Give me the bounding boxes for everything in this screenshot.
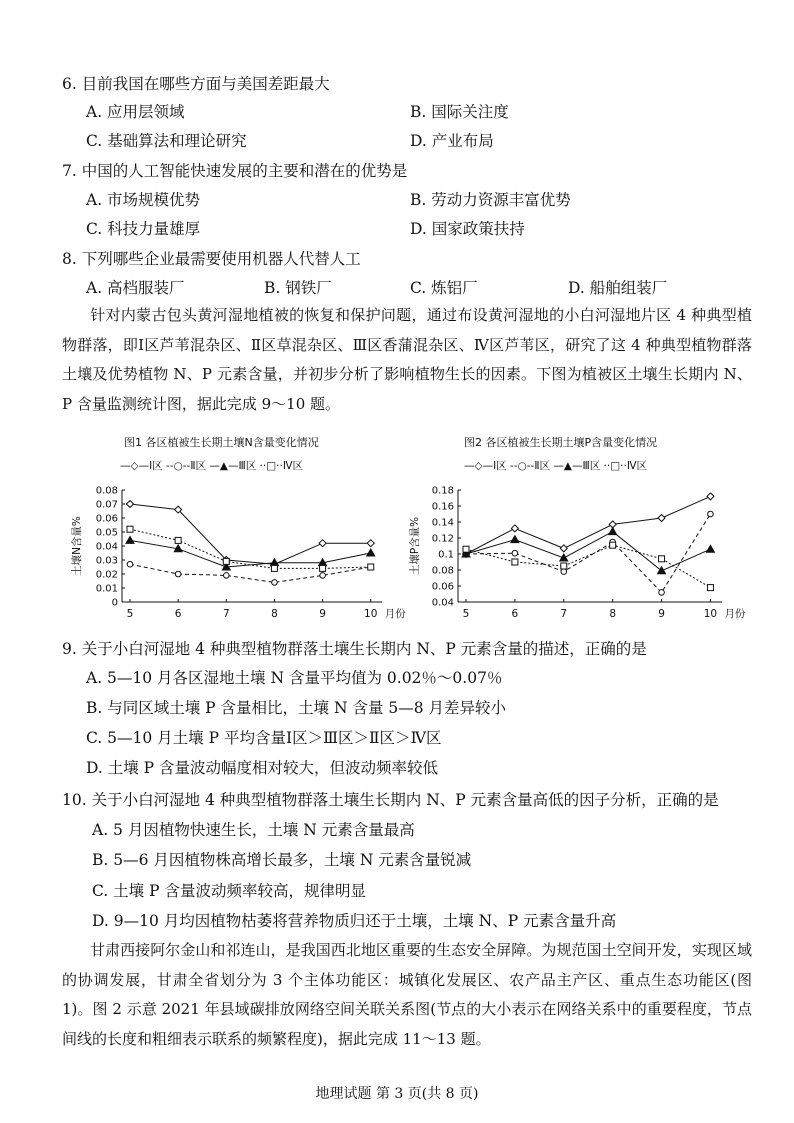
chart2-series-3-point	[560, 554, 568, 561]
intro-paragraph-1	[62, 301, 752, 419]
q8-option-d: D. 船舶组装厂	[568, 279, 668, 297]
chart1-y-tick-label: 0.02	[95, 569, 118, 581]
chart2-legend-sample-4: ··□··	[603, 460, 627, 472]
chart1-series-4-point	[127, 526, 133, 532]
chart2-series-3-point	[609, 528, 617, 535]
chart2-series-4-point	[659, 556, 665, 562]
q6-option-a: A. 应用层领域	[86, 103, 185, 121]
chart1-series-3-point	[367, 549, 375, 556]
chart2-x-tick-label: 5	[462, 608, 470, 620]
chart1-x-tick-label: 10	[364, 608, 378, 620]
chart1-legend-sample-2: --○--	[166, 460, 191, 472]
q6-option-b: B. 国际关注度	[410, 103, 509, 121]
chart1-y-tick-label: 0	[111, 597, 118, 609]
chart1-y-tick-label: 0.06	[95, 513, 118, 525]
q9-option-d: D. 土壤 P 含量波动幅度相对较大，但波动频率较低	[86, 759, 439, 777]
chart2-y-tick-label: 0.06	[431, 581, 454, 593]
q7-option-b: B. 劳动力资源丰富优势	[410, 191, 571, 209]
chart1-y-label: 土壤N含量%	[71, 516, 83, 576]
chart2-series-3-point	[706, 545, 714, 552]
chart2-series-2-point	[561, 569, 567, 575]
chart2-series-line-4	[466, 545, 710, 587]
q7-stem: 7. 中国的人工智能快速发展的主要和潜在的优势是	[62, 162, 408, 180]
chart2-series-4-point	[512, 559, 518, 565]
q9-option-b: B. 与同区域土壤 P 含量相比，土壤 N 含量 5—8 月差异较小	[86, 699, 507, 717]
chart2-series-4-point	[610, 542, 616, 548]
chart2-series-3-point	[511, 536, 519, 543]
intro-paragraph-1-text: 针对内蒙古包头黄河湿地植被的恢复和保护问题，通过布设黄河湿地的小白河湿地片区 4 种典型植物群落，即Ⅰ区芦苇混杂区、Ⅱ区草混杂区、Ⅲ区香蒲混杂区、Ⅳ区芦苇区，研究了这 4 种典型植物群落土壤及优势植物 N、P 元素含量，并初步分析了影响植物生长的因素。下图为植被区土壤生长期内 N、P 含量监测统计图，据此完成 9～10 题。	[62, 306, 752, 413]
q8-option-c: C. 炼铝厂	[410, 279, 478, 297]
q6-option-d: D. 产业布局	[410, 132, 494, 150]
chart1-x-tick-label: 9	[319, 608, 326, 620]
chart1-series-4-point	[271, 565, 277, 571]
chart2-legend-label-4: Ⅳ区	[626, 460, 648, 472]
chart-soil-p	[408, 480, 748, 630]
chart1-series-4-point	[175, 537, 181, 543]
chart1-y-tick-label: 0.08	[95, 485, 118, 497]
chart2-y-label: 土壤P含量%	[409, 516, 421, 576]
chart1-x-tick-label: 5	[126, 608, 134, 620]
chart2-series-2-point	[659, 590, 665, 596]
q8-stem: 8. 下列哪些企业最需要使用机器人代替人工	[62, 250, 361, 268]
chart1-legend-label-2: Ⅱ区	[190, 460, 207, 472]
chart2-series-1-point	[707, 493, 714, 500]
q6-stem: 6. 目前我国在哪些方面与美国差距最大	[62, 75, 330, 93]
chart1-series-line-3	[130, 540, 371, 567]
q7-option-a: A. 市场规模优势	[86, 191, 201, 209]
chart1-series-3-point	[126, 536, 134, 543]
q10-option-d: D. 9—10 月均因植物枯萎将营养物质归还于土壤，土壤 N、P 元素含量升高	[92, 912, 617, 930]
chart2-legend-sample-1: —◇—	[464, 460, 494, 472]
intro-paragraph-2-text: 甘肃西接阿尔金山和祁连山，是我国西北地区重要的生态安全屏障。为规范国土空间开发，实现区域的协调发展，甘肃全省划分为 3 个主体功能区：城镇化发展区、农产品主产区、重点生态功能区(图 1)。图 2 示意 2021 年县域碳排放网络空间关联关系图(节点的大小表示在网络关系中的重要程度，节点间线的长度和粗细表示联系的频繁程度)，据此完成 11～13 题。	[62, 941, 752, 1048]
chart1-title: 图1 各区植被生长期土壤N含量变化情况	[124, 436, 319, 449]
q6-option-c: C. 基础算法和理论研究	[86, 132, 247, 150]
chart2-x-tick-label: 9	[658, 608, 665, 620]
chart1-series-1-point	[319, 540, 326, 547]
q8-option-a: A. 高档服装厂	[86, 279, 185, 297]
chart1-series-4-point	[368, 564, 374, 570]
chart2-legend-sample-3: —▲—	[553, 460, 583, 472]
chart2-y-tick-label: 0.04	[431, 597, 454, 609]
chart2-y-tick-label: 0.16	[431, 501, 454, 513]
chart2-y-tick-label: 0.18	[431, 485, 454, 497]
chart1-series-2-point	[175, 571, 181, 577]
chart2-series-4-point	[561, 563, 567, 569]
chart1-legend-sample-4: ··□··	[259, 460, 283, 472]
chart1-series-2-point	[127, 561, 133, 567]
chart1-legend-label-3: Ⅲ区	[238, 460, 257, 472]
chart1-series-4-point	[223, 558, 229, 564]
chart2-y-tick-label: 0.14	[431, 517, 454, 529]
chart2-series-1-point	[560, 545, 567, 552]
chart1-legend-sample-3: —▲—	[209, 460, 239, 472]
chart1-x-label: 月份	[384, 608, 406, 620]
chart1-x-tick-label: 7	[222, 608, 230, 620]
chart1-series-2-point	[223, 573, 229, 579]
chart1-y-tick-label: 0.04	[95, 541, 118, 553]
chart2-series-1-point	[511, 525, 518, 532]
chart2-series-4-point	[707, 585, 713, 591]
chart2-series-2-point	[512, 550, 518, 556]
chart2-title: 图2 各区植被生长期土壤P含量变化情况	[464, 436, 658, 449]
chart2-y-tick-label: 0.08	[431, 565, 454, 577]
chart2-y-tick-label: 0.1	[438, 549, 454, 561]
chart2-legend	[464, 458, 647, 473]
chart2-series-line-2	[466, 514, 710, 592]
chart1-series-4-point	[320, 565, 326, 571]
page-footer: 地理试题 第 3 页(共 8 页)	[315, 1086, 479, 1102]
chart1-x-tick-label: 6	[174, 608, 182, 620]
chart2-legend-label-3: Ⅲ区	[582, 460, 601, 472]
intro-paragraph-2	[62, 936, 752, 1054]
chart2-legend-sample-2: --○--	[510, 460, 535, 472]
chart2-legend-label-1: Ⅰ区	[493, 460, 507, 472]
chart2-series-2-point	[708, 511, 714, 517]
q10-option-c: C. 土壤 P 含量波动频率较高，规律明显	[92, 882, 366, 900]
chart2-series-3-point	[658, 567, 666, 574]
chart1-series-2-point	[320, 573, 326, 579]
chart2-series-1-point	[658, 515, 665, 522]
chart2-series-line-3	[466, 532, 710, 571]
q7-option-d: D. 国家政策扶持	[410, 220, 525, 238]
chart1-legend-sample-1: —◇—	[120, 460, 150, 472]
chart1-series-1-point	[367, 540, 374, 547]
chart1-y-tick-label: 0.05	[95, 527, 118, 539]
chart1-series-1-point	[127, 501, 134, 508]
chart1-series-2-point	[272, 580, 278, 586]
chart1-x-tick-label: 8	[271, 608, 278, 620]
chart1-legend-label-4: Ⅳ区	[282, 460, 304, 472]
chart1-series-line-1	[130, 504, 371, 564]
q9-option-a: A. 5—10 月各区湿地土壤 N 含量平均值为 0.02％～0.07％	[86, 669, 503, 687]
q8-option-b: B. 钢铁厂	[264, 279, 332, 297]
chart2-x-tick-label: 10	[703, 608, 718, 620]
q10-option-a: A. 5 月因植物快速生长，土壤 N 元素含量最高	[92, 821, 415, 839]
chart1-legend-label-1: Ⅰ区	[149, 460, 163, 472]
chart2-x-label: 月份	[724, 608, 746, 620]
chart1-legend	[120, 458, 303, 473]
chart2-y-tick-label: 0.12	[431, 533, 454, 545]
chart2-x-tick-label: 8	[609, 608, 617, 620]
q9-option-c: C. 5—10 月土壤 P 平均含量Ⅰ区＞Ⅲ区＞Ⅱ区＞Ⅳ区	[86, 729, 442, 747]
chart1-y-tick-label: 0.03	[95, 555, 118, 567]
chart2-series-4-point	[463, 546, 469, 552]
chart2-x-tick-label: 6	[511, 608, 519, 620]
q10-option-b: B. 5—6 月因植物株高增长最多，土壤 N 元素含量锐减	[92, 851, 472, 869]
q10-stem: 10. 关于小白河湿地 4 种典型植物群落土壤生长期内 N、P 元素含量高低的因子分析，正确的是	[62, 791, 719, 809]
chart-soil-n	[70, 480, 406, 630]
q7-option-c: C. 科技力量雄厚	[86, 220, 201, 238]
chart1-y-tick-label: 0.01	[95, 583, 118, 595]
chart1-series-3-point	[270, 559, 278, 566]
chart2-legend-label-2: Ⅱ区	[534, 460, 551, 472]
q9-stem: 9. 关于小白河湿地 4 种典型植物群落土壤生长期内 N、P 元素含量的描述，正确的是	[62, 640, 647, 658]
chart2-x-tick-label: 7	[560, 608, 568, 620]
chart1-y-tick-label: 0.07	[95, 499, 118, 511]
chart1-series-line-2	[130, 564, 371, 582]
